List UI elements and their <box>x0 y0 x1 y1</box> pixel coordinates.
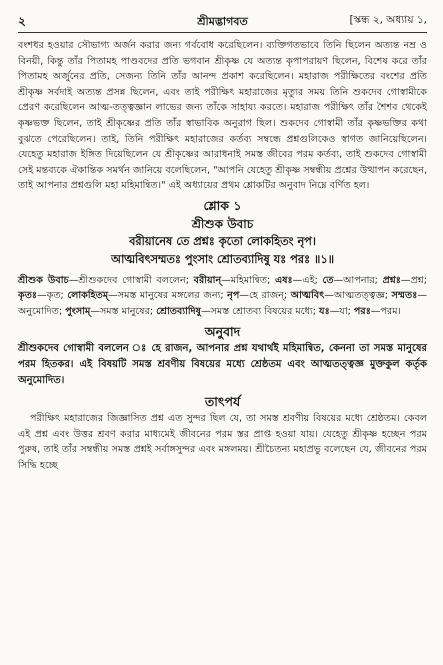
synonym-word: পরঃ <box>353 305 371 317</box>
purport-text: পরীক্ষিৎ মহারাজের জিজ্ঞাসিত প্রশ্ন এত সুন্দর ছিল যে, তা সমস্ত শ্রবণীয় বিষয়ের মধ্যে শ্রেষ্ঠতম। কেবল এই প্রশ্ন এবং উত্তর শ্রবণ করার মাধ্যমেই জীবনের পরম স্তর প্রাপ্ত হওয়া যায়। যেহেতু শ্রীকৃষ্ণ হচ্ছেন পরম পুরুষ, তাই তাঁর সম্বন্ধীয় সমস্ত প্রশ্নই সর্বাঙ্গসুন্দর এবং মঙ্গলময়। শ্রীচৈতন্য মহাপ্রভু বলেছেন যে, জীবনের পরম সিদ্ধি হচ্ছে <box>18 413 427 471</box>
synonym-meaning: প্রশ্ন <box>410 274 424 286</box>
translation-heading: অনুবাদ <box>204 324 241 340</box>
verse-line-1: বরীয়ানেষ তে প্রশ্নঃ কৃতো লোকহিতং নৃপ। <box>129 234 316 248</box>
synonym-meaning: এই <box>302 274 315 286</box>
synonym-word: এষঃ <box>274 274 293 286</box>
purport-heading: তাৎপর্য <box>204 394 241 410</box>
synonym-meaning: সমস্ত শ্রোতব্য বিষয়ের মধ্যে <box>210 305 313 317</box>
synonym-word: শ্রীশুক উবাচ <box>18 274 69 286</box>
synonym-meaning: পরম <box>380 305 398 317</box>
synonym-meaning: যা <box>339 305 348 317</box>
running-header <box>18 10 427 33</box>
verse-heading: শ্লোক ১ <box>203 197 242 213</box>
synonym-meaning: সমস্ত মানুষের মঙ্গলের জন্য <box>117 290 221 302</box>
synonym-meaning: শ্রীশুকদেব গোস্বামী বললেন <box>78 274 186 286</box>
page-number: ২ <box>18 14 26 28</box>
word-for-word-synonyms: শ্রীশুক উবাচ—শ্রীশুকদেব গোস্বামী বললেন; বরীয়ান্—মহিমান্বিত; এষঃ—এই; তে—আপনার; প্রশ্নঃ—প্রশ্ন; কৃতঃ—কৃত; লোকহিতম্—সমস্ত মানুষের মঙ্গলের জন্য; নৃপ—হে রাজন্; আত্মবিৎ—আত্মতত্ত্বজ্ঞ; সম্মতঃ—অনুমোদিত; পুংসাম্—সমস্ত মানুষের; শ্রোতব্যাদিষু—সমস্ত শ্রোতব্য বিষয়ের মধ্যে; যঃ—যা; পরঃ—পরম। <box>18 274 427 317</box>
synonym-word: লোকহিতম্ <box>67 290 109 302</box>
verse-speaker: শ্রীশুক উবাচ <box>191 216 254 231</box>
synonym-word: নৃপ <box>227 290 240 302</box>
synonym-meaning: মহিমান্বিত <box>230 274 268 286</box>
synonym-word: তে <box>322 274 334 286</box>
synonym-word: সম্মতঃ <box>391 290 418 302</box>
synonym-word: প্রশ্নঃ <box>382 274 401 286</box>
synonym-word: যঃ <box>319 305 330 317</box>
synonym-word: পুংসাম্ <box>65 305 91 317</box>
synonym-meaning: আপনার <box>343 274 375 286</box>
synonym-meaning: অনুমোদিত <box>18 305 59 317</box>
synonym-word: বরীয়ান্ <box>193 274 222 286</box>
synonym-meaning: সমস্ত মানুষের <box>99 305 150 317</box>
book-title: শ্রীমদ্ভাগবত <box>197 15 248 28</box>
chapter-reference: [স্কন্ধ ২, অধ্যায় ১, <box>349 14 427 26</box>
synonym-meaning: কৃত <box>46 290 61 302</box>
synonym-meaning: আত্মতত্ত্বজ্ঞ <box>333 290 385 302</box>
synonym-word: আত্মবিৎ <box>290 290 325 302</box>
translation-text: শ্রীশুকদেব গোস্বামী বললেন ঃ হে রাজন, আপনার প্রশ্ন যথার্থই মহিমান্বিত, কেননা তা সমস্ত মানুষের পরম হিতকর। এই বিষয়টি সমস্ত শ্রবণীয় বিষয়ের মধ্যে শ্রেষ্ঠতম এবং আত্মতত্ত্বজ্ঞ মুক্তকুল কর্তৃক অনুমোদিত। <box>18 343 427 387</box>
verse-line-2: আত্মবিৎসম্মতঃ পুংসাং শ্রোতব্যাদিষু যঃ পরঃ ॥১॥ <box>110 252 335 266</box>
synonym-word: কৃতঃ <box>18 290 38 302</box>
synonym-meaning: হে রাজন্ <box>249 290 284 302</box>
synonym-word: শ্রোতব্যাদিষু <box>156 305 201 317</box>
intro-paragraph: বংশধর হওয়ার সৌভাগ্য অর্জন করার জন্য গর্ববোধ করেছিলেন। ব্যক্তিগতভাবে তিনি ছিলেন অত্যন্ত নম্র ও বিনয়ী, কিন্তু তাঁর পিতামহ পাণ্ডবদের প্রতি ভগবান শ্রীকৃষ্ণ যে অত্যন্ত কৃপাপরায়ণ ছিলেন, বিশেষ করে তাঁর পিতামহ অর্জুনের প্রতি, সেজন্য তিনি তাঁর আনন্দ প্রকাশ করেছিলেন। মহারাজ পরীক্ষিতের বংশের প্রতি শ্রীকৃষ্ণ সর্বদাই অত্যন্ত প্রসন্ন ছিলেন, এবং তাই পরীক্ষিৎ মহারাজের মৃত্যুর সময় তিনি শুকদেব গোস্বামীকে প্রেরণ করেছিলেন আত্ম-তত্ত্বজ্ঞান লাভের জন্য তাঁকে সাহায্য করতে। মহারাজ পরীক্ষিৎ তাঁর শৈশব থেকেই কৃষ্ণভক্ত ছিলেন, তাই শ্রীকৃষ্ণের প্রতি তাঁর স্বাভাবিক অনুরাগ ছিল। শুকদেব গোস্বামী তাঁর কৃষ্ণভক্তির কথা বুঝতে পেরেছিলেন। তাই, তিনি পরীক্ষিৎ মহারাজের কর্তব্য সম্বন্ধে প্রশ্নগুলিকেও স্বাগত জানিয়েছিলেন। যেহেতু মহারাজ ইঙ্গিত দিয়েছিলেন যে শ্রীকৃষ্ণের আরাধনাই সমস্ত জীবের পরম কর্তব্য, তাই শুকদেব গোস্বামী সেই মন্তব্যকে ঐকান্তিক সমর্থন জানিয়ে বলেছিলেন, "আপনি যেহেতু শ্রীকৃষ্ণ সম্বন্ধীয় প্রশ্নের উত্থাপন করেছেন, তাই আপনার প্রশ্নগুলি মহা মহিমান্বিত।" এই অধ্যায়ের প্রথম শ্লোকটির অনুবাদ নিম্নে বর্ণিত হল। <box>18 40 427 192</box>
